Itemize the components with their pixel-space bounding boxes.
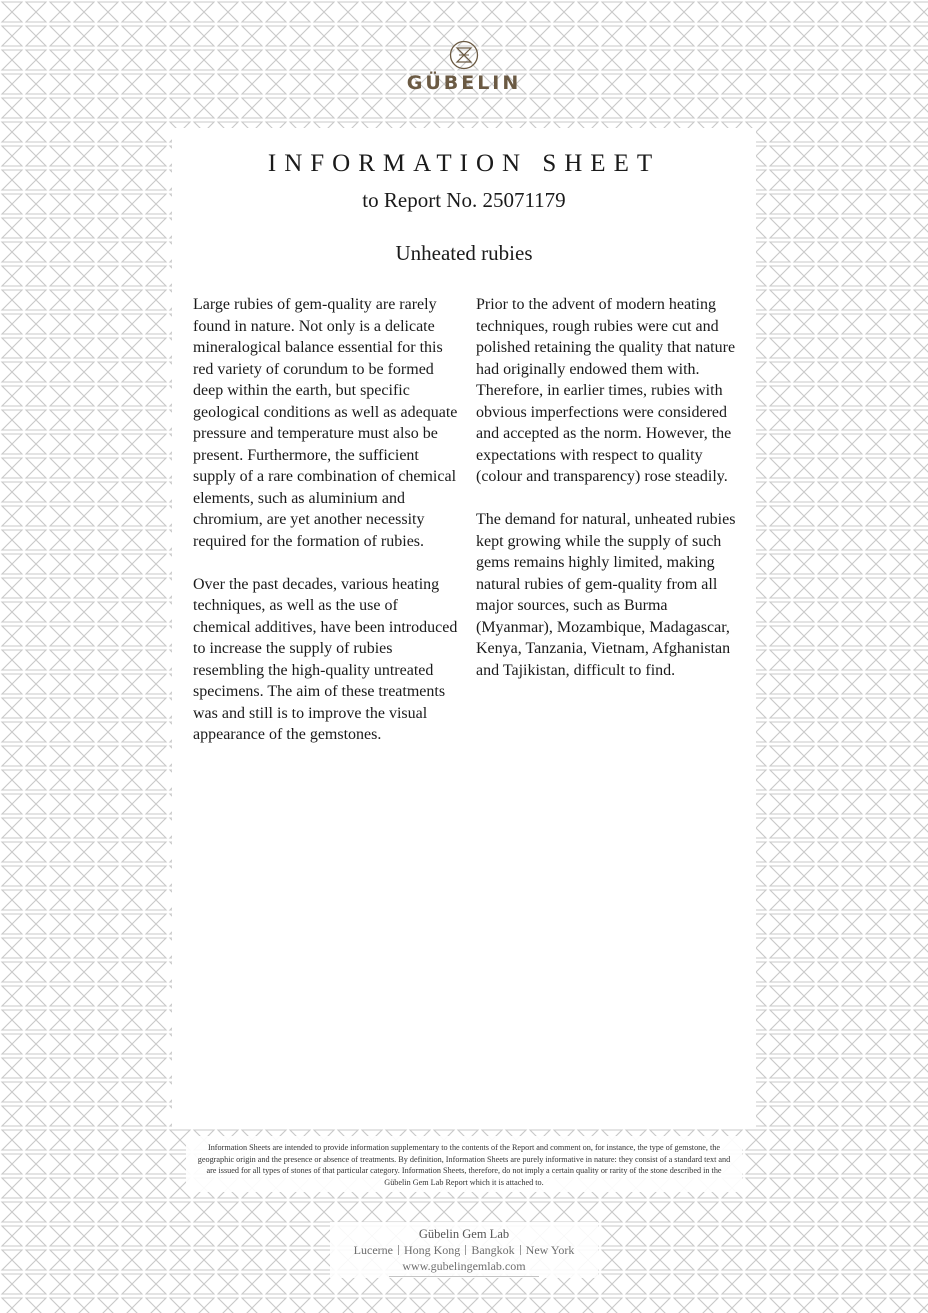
lab-locations [330, 1242, 598, 1258]
divider [465, 1245, 466, 1255]
left-column [193, 294, 459, 767]
lab-website-link[interactable]: www.gubelingemlab.com [402, 1259, 526, 1273]
location-hong-kong: Hong Kong [403, 1243, 461, 1257]
right-column [476, 294, 744, 703]
report-number: to Report No. 25071179 [362, 188, 566, 212]
location-bangkok: Bangkok [471, 1243, 515, 1257]
section-heading: Unheated rubies [395, 241, 533, 265]
divider [398, 1245, 399, 1255]
divider [389, 1276, 539, 1277]
location-lucerne: Lucerne [353, 1243, 393, 1257]
paragraph: Large rubies of gem-quality are rarely found in nature. Not only is a delicate mineralogical balance essential for this red variety of corundum to be formed deep within the earth, but specific geological conditions as well as adequate pressure and temperature must also be present. Furthermore, the sufficient supply of a rare combination of chemical elements, such as aluminium and chromium, are yet another necessity required for the formation of rubies. [193, 296, 458, 550]
paragraph: The demand for natural, unheated rubies kept growing while the supply of such gems remains highly limited, making natural rubies of gem-quality from all major sources, such as Burma (Myanmar), Mozambique, Madagascar, Kenya, Tanzania, Vietnam, Afghanistan and Tajikistan, difficult to find. [476, 511, 736, 679]
lab-name: Gübelin Gem Lab [418, 1227, 510, 1241]
page-title: INFORMATION SHEET [267, 150, 661, 177]
hourglass-logo-icon [449, 40, 479, 70]
disclaimer-footnote: Information Sheets are intended to provide information supplementary to the contents of the Report and comment on, for instance, the type of gemstone, the geographic origin and the presence or absence of treatments. By definition, Information Sheets are purely informative in nature: they consist of a standard text and are issued for all types of stones of that particular category. Information Sheets, therefore, do not imply a certain quality or rarity of the stone described in the Gübelin Gem Lab Report which it is attached to. [197, 1143, 731, 1187]
lab-footer [330, 1226, 598, 1277]
brand-wordmark: GÜBELIN [406, 72, 522, 94]
paragraph: Over the past decades, various heating techniques, as well as the use of chemical additives, have been introduced to increase the supply of rubies resembling the high-quality untreated specimens. The aim of these treatments was and still is to improve the visual appearance of the gemstones. [193, 575, 458, 743]
location-new-york: New York [525, 1243, 575, 1257]
brand-logo [364, 40, 564, 100]
divider [520, 1245, 521, 1255]
paragraph: Prior to the advent of modern heating techniques, rough rubies were cut and polished retaining the quality that nature had originally endowed them with. Therefore, in earlier times, rubies with obvious imperfections were considered and accepted as the norm. However, the expectations with respect to quality (colour and transparency) rose steadily. [476, 296, 736, 485]
